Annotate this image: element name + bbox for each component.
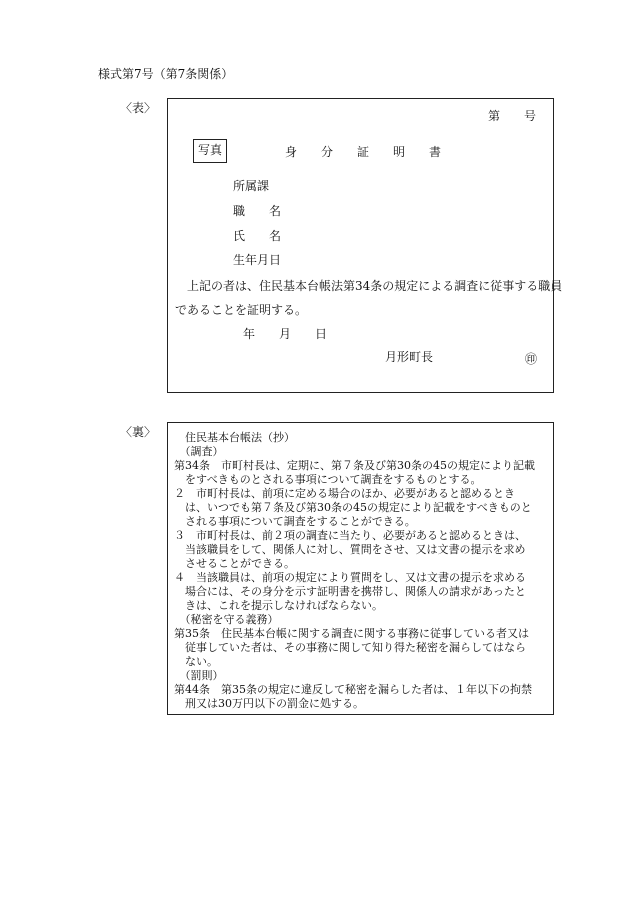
field-name: 氏 名 (233, 229, 282, 243)
law-line: ない。 (174, 655, 218, 668)
law-line: 場合には、その身分を示す証明書を携帯し、関係人の請求があったと (174, 585, 526, 598)
field-position: 職 名 (233, 204, 282, 218)
law-line: 従事していた者は、その事務に関して知り得た秘密を漏らしてはなら (174, 641, 526, 654)
certificate-body-line1: 上記の者は、住民基本台帳法第34条の規定による調査に従事する職員 (175, 279, 563, 293)
law-line: される事項について調査をすることができる。 (174, 515, 416, 528)
photo-box: 写真 (193, 139, 227, 163)
back-side-label: 〈裏〉 (120, 425, 157, 439)
law-line: 第44条 第35条の規定に違反して秘密を漏らした者は、１年以下の拘禁 (174, 683, 532, 696)
seal-mark: ㊞ (525, 352, 538, 366)
law-line: きは、これを提示しなければならない。 (174, 599, 383, 612)
law-line: 第34条 市町村長は、定期に、第７条及び第30条の45の規定により記載 (174, 459, 535, 472)
law-line: ３ 市町村長は、前２項の調査に当たり、必要があると認めるときは、 (174, 529, 526, 542)
law-line: 刑又は30万円以下の罰金に処する。 (174, 697, 364, 710)
issuer-name: 月形町長 (385, 350, 434, 364)
law-line: させることができる。 (174, 557, 295, 570)
law-line: ４ 当該職員は、前項の規定により質問をし、又は文書の提示を求める (174, 571, 526, 584)
field-birthdate: 生年月日 (233, 253, 282, 267)
law-line: 当該職員をして、関係人に対し、質問をさせ、又は文書の提示を求め (174, 543, 526, 556)
front-side-label: 〈表〉 (120, 101, 157, 115)
law-line: をすべきものとされる事項について調査をするものとする。 (174, 473, 482, 486)
law-line: （罰則） (174, 669, 224, 682)
law-line: 第35条 住民基本台帳に関する調査に関する事務に従事している者又は (174, 627, 529, 640)
field-affiliation: 所属課 (233, 179, 270, 193)
law-title: 住民基本台帳法（抄） (174, 431, 295, 444)
form-number-header: 様式第7号（第7条関係） (98, 67, 234, 81)
law-line: は、いつでも第７条及び第30条の45の規定により記載をすべきものと (174, 501, 532, 514)
front-card (167, 98, 563, 393)
certificate-title: 身 分 証 明 書 (285, 145, 442, 159)
law-line: （調査） (174, 445, 224, 458)
law-line: （秘密を守る義務） (174, 613, 279, 626)
back-card (167, 422, 554, 715)
issue-date: 年 月 日 (243, 327, 328, 341)
certificate-body-line2: であることを証明する。 (175, 303, 308, 317)
law-line: ２ 市町村長は、前項に定める場合のほか、必要があると認めるとき (174, 487, 515, 500)
number-label: 第 号 (488, 109, 537, 123)
